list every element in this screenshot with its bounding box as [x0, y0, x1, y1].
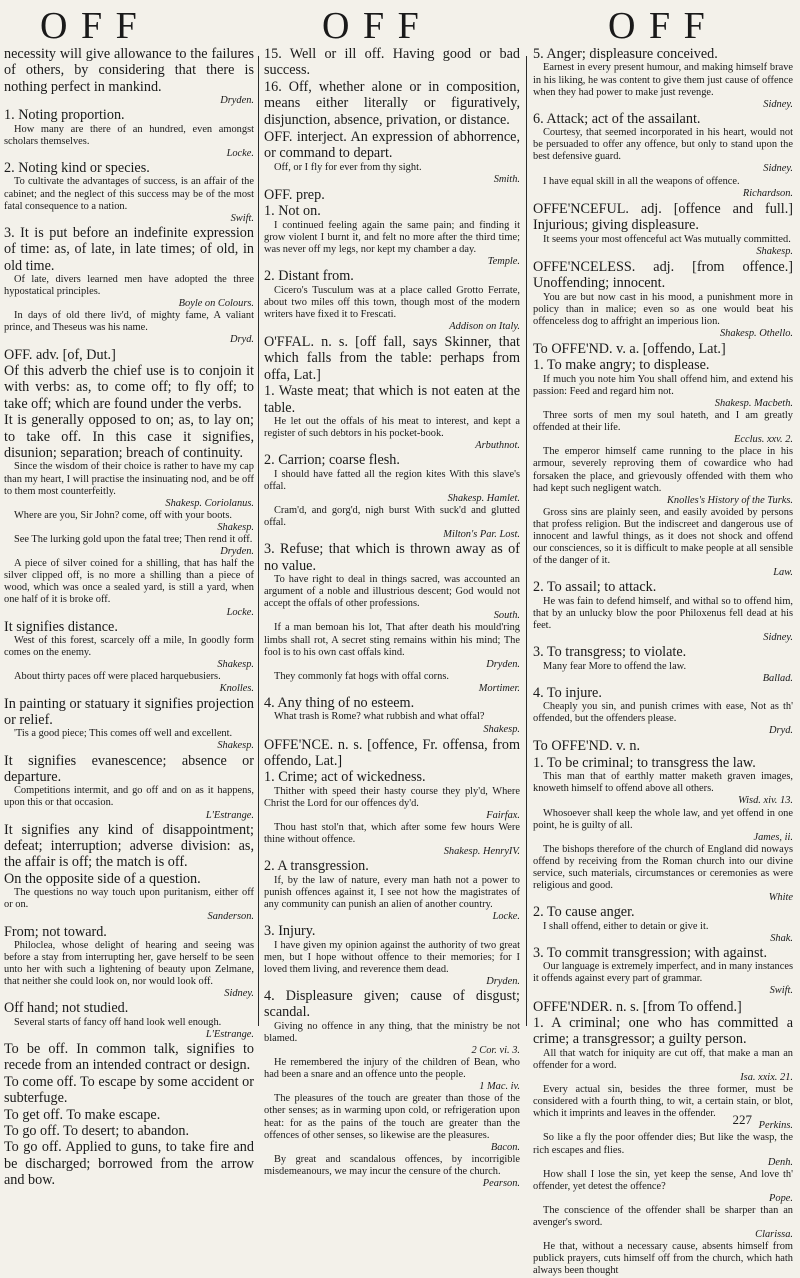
running-head-center: O F F — [322, 5, 421, 47]
quotation: By great and scandalous offences, by incorrigible misdemeanours, we may incur the censure of the church. — [264, 1153, 520, 1177]
quotation: Several starts of fancy off hand look well enough. — [14, 1016, 222, 1028]
citation: Addison on Italy. — [449, 320, 520, 332]
quotation: I have equal skill in all the weapons of offence. — [543, 175, 740, 187]
quotation: Our language is extremely imperfect, and in many instances it offends against every part of grammar. — [533, 961, 793, 985]
definition-line: 2. Distant from. — [264, 268, 354, 285]
quotation: It seems your most offenceful act Was mutually committed. — [543, 233, 791, 245]
definition-line: From; not toward. — [4, 923, 107, 940]
quotation: Off, or I fly for ever from thy sight. — [274, 161, 422, 173]
definition-line: It signifies any kind of disappointment; defeat; interruption; adverse division: as, the affair is off; the match is off. — [4, 821, 254, 871]
quotation: He remembered the injury of the children of Bean, who had been a snare and an offence unto the people. — [264, 1057, 520, 1081]
definition-line: 6. Attack; act of the assailant. — [533, 110, 701, 127]
definition-line: OFFE'NCEFUL. adj. [offence and full.] Injurious; giving displeasure. — [533, 200, 793, 234]
citation: Shakesp. Coriolanus. — [165, 497, 254, 509]
quotation: You are but now cast in his mood, a punishment more in policy than in malice; even so as one would beat his offenceless dog to affright an imperious lion. — [533, 291, 793, 327]
citation: Law. — [773, 567, 793, 579]
quotation: The bishops therefore of the church of England did noways offend by receiving from the Roman church into our divine service, such materials, circumstances or ceremonies as were religious and good. — [533, 843, 793, 892]
quotation: So like a fly the poor offender dies; But like the wasp, the rich escapes and flies. — [533, 1132, 793, 1156]
quotation: He that, without a necessary cause, absents himself from publick prayers, cuts himself off from the church, which hath always been thought — [533, 1241, 793, 1277]
citation: Mortimer. — [478, 682, 520, 694]
citation: Dryden. — [220, 95, 254, 107]
citation: Shakesp. Hamlet. — [447, 492, 520, 504]
citation: Locke. — [492, 911, 520, 923]
citation: Shakesp. — [217, 659, 254, 671]
quotation: Three sorts of men my soul hateth, and I am greatly offended at their life. — [533, 410, 793, 434]
quotation: The emperor himself came running to the place in his armour, severely reproving them of cowardice who had forsaken the place, and grievously offended with them who had kept such negligent watch. — [533, 446, 793, 494]
citation: Clarissa. — [755, 1229, 793, 1241]
definition-line: Off hand; not studied. — [4, 1000, 129, 1017]
citation: White — [768, 892, 793, 904]
citation: Arbuthnot. — [475, 440, 520, 452]
quotation: Whosoever shall keep the whole law, and yet offend in one point, he is guilty of all. — [533, 807, 793, 831]
citation: Wisd. xiv. 13. — [738, 795, 793, 807]
quotation: He was fain to defend himself, and withal so to offend him, that by an unlucky blow the poor Philoxenus fell dead at his feet. — [533, 595, 793, 631]
citation: Sanderson. — [207, 911, 254, 923]
citation: Fairfax. — [486, 810, 520, 822]
citation: Shakesp. Macbeth. — [714, 397, 793, 409]
citation: Pope. — [769, 1192, 793, 1204]
definition-line: 1. Not on. — [264, 203, 321, 220]
citation: Knolles. — [219, 683, 254, 695]
definition-line: necessity will give allowance to the failures of others, by considering that there is nothing perfect in mankind. — [4, 46, 254, 95]
quotation: What trash is Rome? what rubbish and what offal? — [274, 711, 485, 723]
citation: Richardson. — [742, 187, 793, 199]
running-head-right: O F F — [608, 5, 707, 47]
quotation: How many are there of an hundred, even amongst scholars themselves. — [4, 123, 254, 147]
quotation: I have given my opinion against the authority of two great men, but I hope without offence to their memories; for I loved them living, and reverence them dead. — [264, 939, 520, 975]
definition-line: OFF. prep. — [264, 187, 325, 204]
definition-line: To get off. To make escape. — [4, 1106, 161, 1123]
quotation: In days of old there liv'd, of mighty fame, A valiant prince, and Theseus was his name. — [4, 310, 254, 334]
quotation: Where are you, Sir John? come, off with your boots. — [14, 509, 232, 521]
definition-line: 4. Displeasure given; cause of disgust; scandal. — [264, 987, 520, 1021]
quotation: Since the wisdom of their choice is rather to have my cap than my heart, I will practise the insinuating nod, and be off to them most counterfeitly. — [4, 461, 254, 497]
citation: 1 Mac. iv. — [479, 1081, 520, 1093]
definition-line: 5. Anger; displeasure conceived. — [533, 46, 718, 62]
citation: James, ii. — [753, 831, 793, 843]
quotation: The conscience of the offender shall be sharper than an avenger's sword. — [533, 1204, 793, 1229]
running-head-left: O F F — [40, 5, 139, 47]
citation: Bacon. — [490, 1141, 520, 1153]
citation: Dryd. — [769, 725, 793, 737]
quotation: Thither with speed their hasty course they ply'd, Where Christ the Lord for our offences dy'd. — [264, 785, 520, 809]
definition-line: To come off. To escape by some accident or subterfuge. — [4, 1073, 254, 1107]
citation: Sidney. — [763, 163, 793, 175]
definition-line: OFF. interject. An expression of abhorrence, or command to depart. — [264, 129, 520, 162]
quotation: This man that of earthly matter maketh graven images, knoweth himself to offend above all others. — [533, 771, 793, 795]
quotation: 'Tis a good piece; This comes off well and excellent. — [14, 728, 233, 740]
definition-line: 4. To injure. — [533, 684, 602, 701]
definition-line: OFFE'NCE. n. s. [offence, Fr. offensa, from offendo, Lat.] — [264, 736, 520, 770]
quotation: If much you note him You shall offend him, and extend his passion: Feed and regard him not. — [533, 373, 793, 397]
quotation: If, by the law of nature, every man hath not a power to punish offences against it, I see not how the magistrates of any community can punish an alien of another country. — [264, 874, 520, 910]
citation: Shakesp. — [217, 521, 254, 533]
quotation: A piece of silver coined for a shilling, that has half the silver clipped off, is no more a shilling than a piece of wood, which was once a sealed yard, is still a yard, when one half of it is broke off. — [4, 558, 254, 606]
quotation: How shall I lose the sin, yet keep the sense, And love th' offender, yet detest the offence? — [533, 1168, 793, 1192]
quotation: If a man bemoan his lot, That after death his mould'ring limbs shall rot, A secret sting remains within his mind; The fool is to his own cast offals kind. — [264, 622, 520, 658]
quotation: He let out the offals of his meat to interest, and kept a register of such debtors in his pocket-book. — [264, 416, 520, 440]
citation: Sidney. — [763, 98, 793, 110]
definition-line: 2. To cause anger. — [533, 904, 635, 921]
quotation: Cheaply you sin, and punish crimes with ease, Not as th' offended, but the offenders please. — [533, 701, 793, 725]
citation: Swift. — [230, 212, 254, 224]
definition-line: 3. To commit transgression; with against. — [533, 944, 767, 961]
quotation: The pleasures of the touch are greater than those of the other senses; as in warming upon cold, or refrigeration upon heat: for as the pains of the touch are greater than the offences of other senses, so likewise are the pleasures. — [264, 1093, 520, 1141]
citation: Shakesp. Othello. — [719, 327, 793, 339]
citation: Denh. — [767, 1156, 793, 1168]
column-rule-1 — [258, 56, 259, 1026]
definition-line: To OFFE'ND. v. a. [offendo, Lat.] — [533, 340, 726, 357]
citation: Locke. — [226, 147, 254, 159]
definition-line: In painting or statuary it signifies projection or relief. — [4, 695, 254, 728]
citation: Sidney. — [224, 988, 254, 1000]
citation: Temple. — [487, 256, 520, 268]
citation: Shakesp. — [756, 245, 793, 257]
quotation: Many fear More to offend the law. — [543, 660, 687, 672]
definition-line: To OFFE'ND. v. n. — [533, 738, 641, 755]
definition-line: On the opposite side of a question. — [4, 870, 201, 887]
definition-line: 1. Waste meat; that which is not eaten at the table. — [264, 383, 520, 416]
definition-line: It signifies evanescence; absence or departure. — [4, 752, 254, 785]
quotation: Cicero's Tusculum was at a place called Grotto Ferrate, about two miles off this town, though most of the modern writers have fixed it to Frescati. — [264, 284, 520, 320]
definition-line: 1. A criminal; one who has committed a crime; a transgressor; a guilty person. — [533, 1014, 793, 1048]
quotation: To cultivate the advantages of success, is an affair of the cabinet; and the neglect of this success may be of the most fatal consequence to a nation. — [4, 176, 254, 212]
quotation: I continued feeling again the same pain; and finding it grow violent I burnt it, and felt no more after the third time; was never off my legs, nor kept my chamber a day. — [264, 219, 520, 256]
definition-line: 3. It is put before an indefinite expression of time: as, of late, in late times; of old, in old time. — [4, 224, 254, 274]
quotation: See The lurking gold upon the fatal tree; Then rend it off. — [14, 533, 253, 545]
citation: Swift. — [769, 985, 793, 997]
citation: Dryden. — [486, 975, 520, 987]
quotation: Cram'd, and gorg'd, nigh burst With suck'd and glutted offal. — [264, 505, 520, 529]
definition-line: 1. To make angry; to displease. — [533, 357, 710, 374]
citation: Perkins. — [758, 1120, 793, 1132]
definition-line: It is generally opposed to on; as, to lay on; to take off. In this case it signifies, disunion; separation; breach of continuity. — [4, 412, 254, 461]
quotation: Courtesy, that seemed incorporated in his heart, would not be persuaded to offer any offence, but only to stand upon the best defensive guard. — [533, 127, 793, 163]
quotation: They commonly fat hogs with offal corns. — [274, 670, 449, 682]
citation: Pearson. — [482, 1178, 520, 1189]
quotation: The questions no way touch upon puritanism, either off or on. — [4, 887, 254, 911]
definition-line: 4. Any thing of no esteem. — [264, 695, 415, 712]
definition-line: 1. Noting proportion. — [4, 107, 125, 124]
quotation: Gross sins are plainly seen, and easily avoided by persons that profess religion. But the indiscreet and dangerous use of innocent and lawful things, as it does not shock and offend our consciences, so it is difficult to make people at all sensible of the danger of it. — [533, 506, 793, 567]
citation: Boyle on Colours. — [178, 298, 254, 310]
definition-line: 2. A transgression. — [264, 858, 369, 875]
definition-line: To go off. Applied to guns, to take fire and be discharged; borrowed from the arrow and bow. — [4, 1139, 254, 1189]
definition-line: 1. Crime; act of wickedness. — [264, 769, 426, 786]
citation: Ballad. — [762, 672, 793, 684]
citation: Locke. — [226, 606, 254, 618]
definition-line: 2. Noting kind or species. — [4, 160, 150, 176]
definition-line: 15. Well or ill off. Having good or bad success. — [264, 46, 520, 79]
definition-line: 3. Refuse; that which is thrown away as of no value. — [264, 541, 520, 574]
column-2 — [264, 46, 520, 1189]
citation: Dryd. — [230, 334, 254, 346]
quotation: Earnest in every present humour, and making himself brave in his liking, he was content to give them just cause of offence when they had power to make just revenge. — [533, 62, 793, 98]
definition-line: OFF. adv. [of, Dut.] — [4, 346, 116, 363]
quotation: About thirty paces off were placed harquebusiers. — [14, 671, 221, 683]
definition-line: 2. To assail; to attack. — [533, 579, 657, 596]
citation: 2 Cor. vi. 3. — [471, 1044, 520, 1056]
definition-line: OFFE'NDER. n. s. [from To offend.] — [533, 998, 742, 1015]
citation: Milton's Par. Lost. — [443, 529, 520, 541]
definition-line: 3. To transgress; to violate. — [533, 644, 687, 661]
quotation: I should have fatted all the region kites With this slave's offal. — [264, 468, 520, 492]
citation: Isa. xxix. 21. — [740, 1071, 793, 1083]
quotation: All that watch for iniquity are cut off, that make a man an offender for a word. — [533, 1047, 793, 1071]
quotation: I shall offend, either to detain or give it. — [543, 920, 709, 932]
definition-line: To be off. In common talk, signifies to recede from an intended contract or design. — [4, 1040, 254, 1074]
quotation: Giving no offence in any thing, that the ministry be not blamed. — [264, 1020, 520, 1044]
citation: Shak. — [770, 932, 793, 944]
definition-line: It signifies distance. — [4, 618, 118, 635]
citation: Dryden. — [220, 546, 254, 558]
column-1 — [4, 46, 254, 1189]
citation: Shakesp. — [483, 723, 520, 735]
citation: South. — [493, 610, 520, 622]
page-header — [0, 4, 800, 50]
citation: Dryden. — [486, 658, 520, 670]
definition-line: O'FFAL. n. s. [off fall, says Skinner, that which falls from the table: perhaps from offa, Lat.] — [264, 334, 520, 383]
definition-line: 3. Injury. — [264, 923, 316, 940]
citation: Ecclus. xxv. 2. — [734, 434, 793, 446]
quotation: Philoclea, whose delight of hearing and seeing was before a stay from interrupting her, gave herself to be seen unto her with such a lightening of beauty upon Zelmane, that neither she could look on, nor would look off. — [4, 939, 254, 988]
quotation: Thou hast stol'n that, which after some few hours Were thine without offence. — [264, 822, 520, 846]
quotation: Competitions intermit, and go off and on as it happens, upon this or that occasion. — [4, 785, 254, 809]
quotation: West of this forest, scarcely off a mile, In goodly form comes on the enemy. — [4, 635, 254, 659]
quotation: Every actual sin, besides the three former, must be considered with a fourth thing, to wit, a certain stain, or blot, which it imprints and leaves in the offender. — [533, 1084, 793, 1120]
citation: Shakesp. — [217, 740, 254, 752]
definition-line: 1. To be criminal; to transgress the law. — [533, 754, 756, 771]
definition-line: To go off. To desert; to abandon. — [4, 1123, 190, 1139]
definition-line: 16. Off, whether alone or in composition, means either literally or figuratively, disjunction, absence, privation, or distance. — [264, 78, 520, 128]
quotation: Of late, divers learned men have adopted the three hypostatical principles. — [4, 274, 254, 298]
citation: Sidney. — [763, 632, 793, 644]
definition-line: Of this adverb the chief use is to conjoin it with verbs: as, to come off; to fly off; to take off; which are found under the verbs. — [4, 362, 254, 412]
citation: Knolles's History of the Turks. — [666, 494, 793, 506]
definition-line: 2. Carrion; coarse flesh. — [264, 452, 400, 469]
page-number: 227 — [732, 1112, 752, 1127]
citation: Smith. — [493, 173, 520, 185]
citation: L'Estrange. — [205, 809, 254, 821]
column-rule-2 — [526, 56, 527, 1026]
citation: Shakesp. HenryIV. — [443, 846, 520, 858]
citation: L'Estrange. — [205, 1028, 254, 1040]
quotation: To have right to deal in things sacred, was accounted an argument of a noble and illustrious descent; God would not accept the offals of other professions. — [264, 574, 520, 610]
definition-line: OFFE'NCELESS. adj. [from offence.] Unoffending; innocent. — [533, 258, 793, 292]
